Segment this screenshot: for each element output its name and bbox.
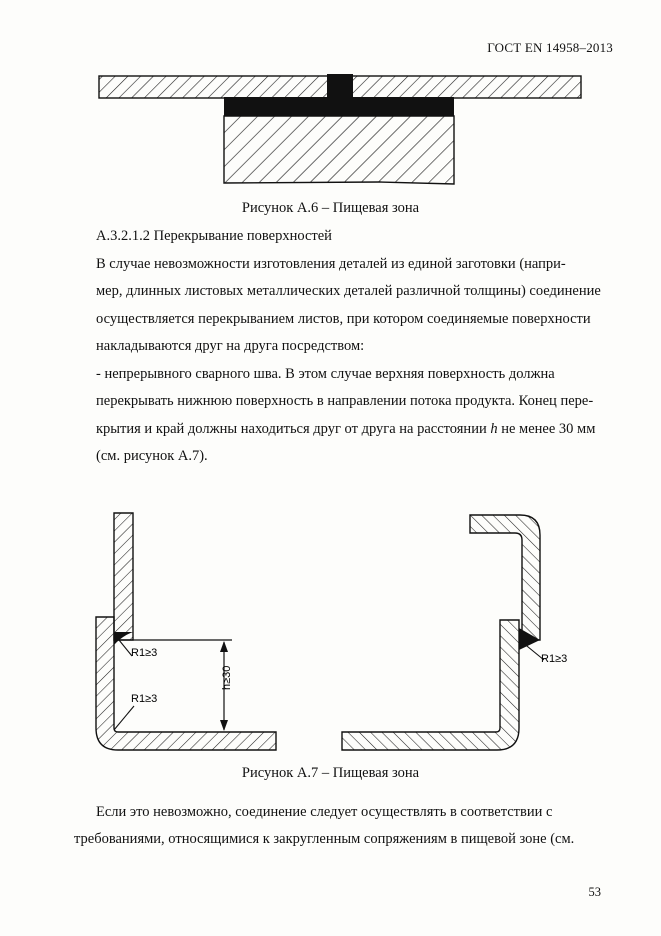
- p3-line-2: требованиями, относящимися к закругленным сопряжениям в пищевой зоне (см.: [74, 831, 575, 848]
- p1-line-4: накладываются друг на друга посредством:: [96, 337, 365, 354]
- paragraph-3-line: [74, 826, 614, 853]
- a7-dim-arrow-top: [220, 641, 228, 652]
- section-heading: А.3.2.1.2 Перекрывание поверхностей: [96, 228, 332, 244]
- p2-line-4: (см. рисунок А.7).: [96, 447, 208, 464]
- a7-dim-arrow-bottom: [220, 720, 228, 731]
- paragraph-3-line: [96, 799, 614, 826]
- a7-left-leader-2: [114, 706, 134, 730]
- variable-h: h: [490, 420, 498, 437]
- p2-line-2: перекрывать нижнюю поверхность в направлении потока продукта. Конец пере-: [96, 393, 594, 410]
- a7-left-upper-sheet: [114, 513, 133, 640]
- a7-right-lower-sheet: [342, 620, 519, 750]
- p1-line-1: В случае невозможности изготовления деталей из единой заготовки (напри-: [96, 256, 566, 272]
- paragraph-3: [74, 799, 614, 854]
- a7-label-h: h≥30: [221, 665, 233, 690]
- p1-line-2: мер, длинных листовых металлических деталей различной толщины) соединение: [96, 283, 601, 300]
- p3-line-1: Если это невозможно, соединение следует осуществлять в соответствии с: [96, 804, 553, 820]
- figure-a6-caption: Рисунок А.6 – Пищевая зона: [241, 200, 420, 216]
- p1-line-3: осуществляется перекрыванием листов, при котором соединяемые поверхности: [96, 310, 591, 327]
- a7-label-r1-top: R1≥3: [131, 647, 158, 659]
- p2-line-1: - непрерывного сварного шва. В этом случае верхняя поверхность должна: [96, 366, 555, 382]
- document-header: ГОСТ EN 14958–2013: [487, 40, 613, 55]
- figure-a7-caption: Рисунок А.7 – Пищевая зона: [241, 765, 420, 781]
- p2-line-3-end: не менее 30 мм: [497, 420, 596, 437]
- page-number: 53: [588, 885, 601, 899]
- p2-line-3-start: крытия и край должны находиться друг от друга на расстоянии: [96, 420, 491, 437]
- a7-label-r1-right: R1≥3: [541, 653, 568, 665]
- a7-label-r1-bottom: R1≥3: [131, 693, 158, 705]
